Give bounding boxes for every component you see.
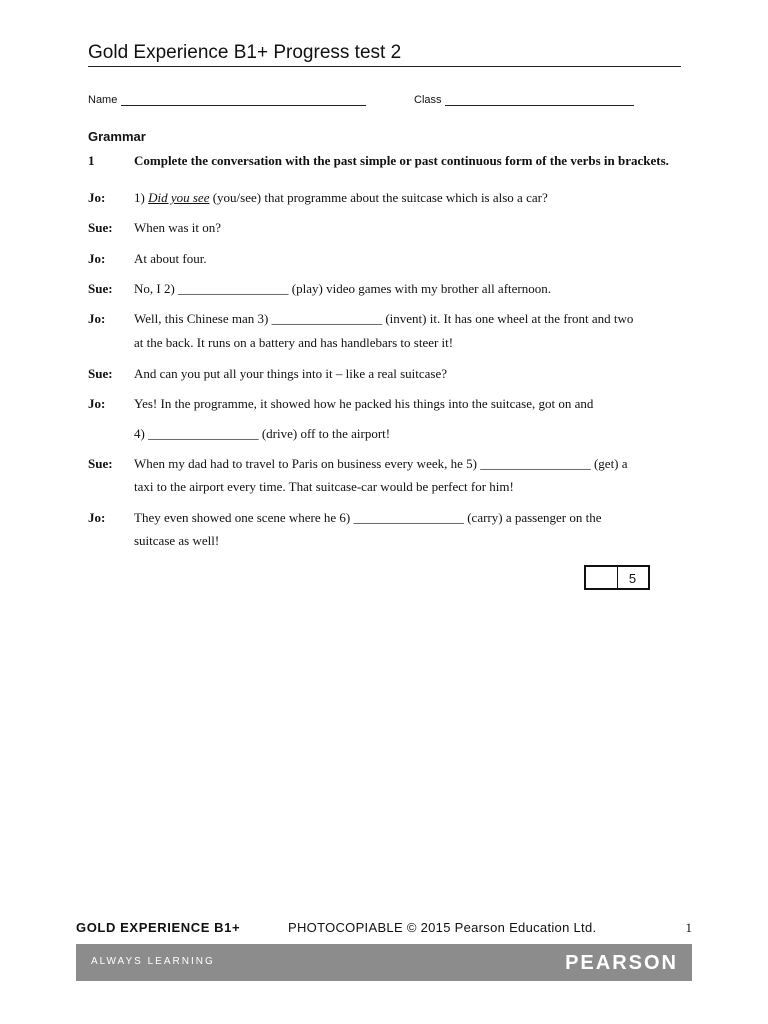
- class-field[interactable]: [445, 105, 634, 106]
- name-label: Name: [88, 94, 118, 106]
- dialogue-text-continued: taxi to the airport every time. That suitcase-car would be perfect for him!: [134, 479, 514, 494]
- dialogue-text-continued: suitcase as well!: [134, 533, 220, 548]
- speaker: Sue:: [88, 281, 113, 296]
- dialogue-text: No, I 2) _________________ (play) video games with my brother all afternoon.: [134, 281, 551, 296]
- pearson-logo: PEARSON: [565, 952, 678, 974]
- dialogue-text: Well, this Chinese man 3) _________________ (invent) it. It has one wheel at the front and two: [134, 311, 634, 326]
- dialogue-text: Yes! In the programme, it showed how he packed his things into the suitcase, got on and: [134, 396, 594, 411]
- dialogue-text-continued: 4) _________________ (drive) off to the airport!: [134, 426, 391, 441]
- speaker: Sue:: [88, 366, 113, 381]
- exercise-instruction: Complete the conversation with the past simple or past continuous form of the verbs in brackets.: [134, 153, 669, 168]
- speaker: Jo:: [88, 190, 106, 205]
- speaker: Jo:: [88, 510, 106, 525]
- item-number: 1): [134, 190, 145, 205]
- name-field[interactable]: [121, 105, 366, 106]
- name-class-row: [88, 94, 681, 108]
- footer-brand: GOLD EXPERIENCE B1+: [76, 920, 241, 935]
- dialogue-text-continued: at the back. It runs on a battery and has handlebars to steer it!: [134, 335, 454, 350]
- dialogue-text: When my dad had to travel to Paris on business every week, he 5) _________________ (get) a: [134, 456, 628, 471]
- page-title: Gold Experience B1+ Progress test 2: [88, 42, 681, 67]
- speaker: Jo:: [88, 251, 106, 266]
- banner-tagline: ALWAYS LEARNING: [91, 956, 215, 967]
- dialogue-text-rest: (you/see) that programme about the suitcase which is also a car?: [209, 190, 548, 205]
- dialogue-text: And can you put all your things into it – like a real suitcase?: [134, 366, 448, 381]
- exercise-number: 1: [88, 153, 95, 168]
- speaker: Jo:: [88, 311, 106, 326]
- score-box: [584, 565, 650, 590]
- dialogue-text: [134, 190, 548, 206]
- page-number: 1: [685, 920, 692, 935]
- score-total: 5: [628, 571, 637, 586]
- footer-banner: [76, 944, 692, 981]
- footer-copyright: PHOTOCOPIABLE © 2015 Pearson Education Ltd.: [288, 920, 597, 935]
- speaker: Sue:: [88, 220, 113, 235]
- dialogue-text: At about four.: [134, 251, 207, 266]
- dialogue-text: When was it on?: [134, 220, 222, 235]
- speaker: Jo:: [88, 396, 106, 411]
- dialogue-text: They even showed one scene where he 6) _________________ (carry) a passenger on the: [134, 510, 602, 525]
- example-answer: Did you see: [148, 190, 210, 205]
- class-label: Class: [414, 94, 442, 106]
- speaker: Sue:: [88, 456, 113, 471]
- section-heading: Grammar: [88, 129, 146, 144]
